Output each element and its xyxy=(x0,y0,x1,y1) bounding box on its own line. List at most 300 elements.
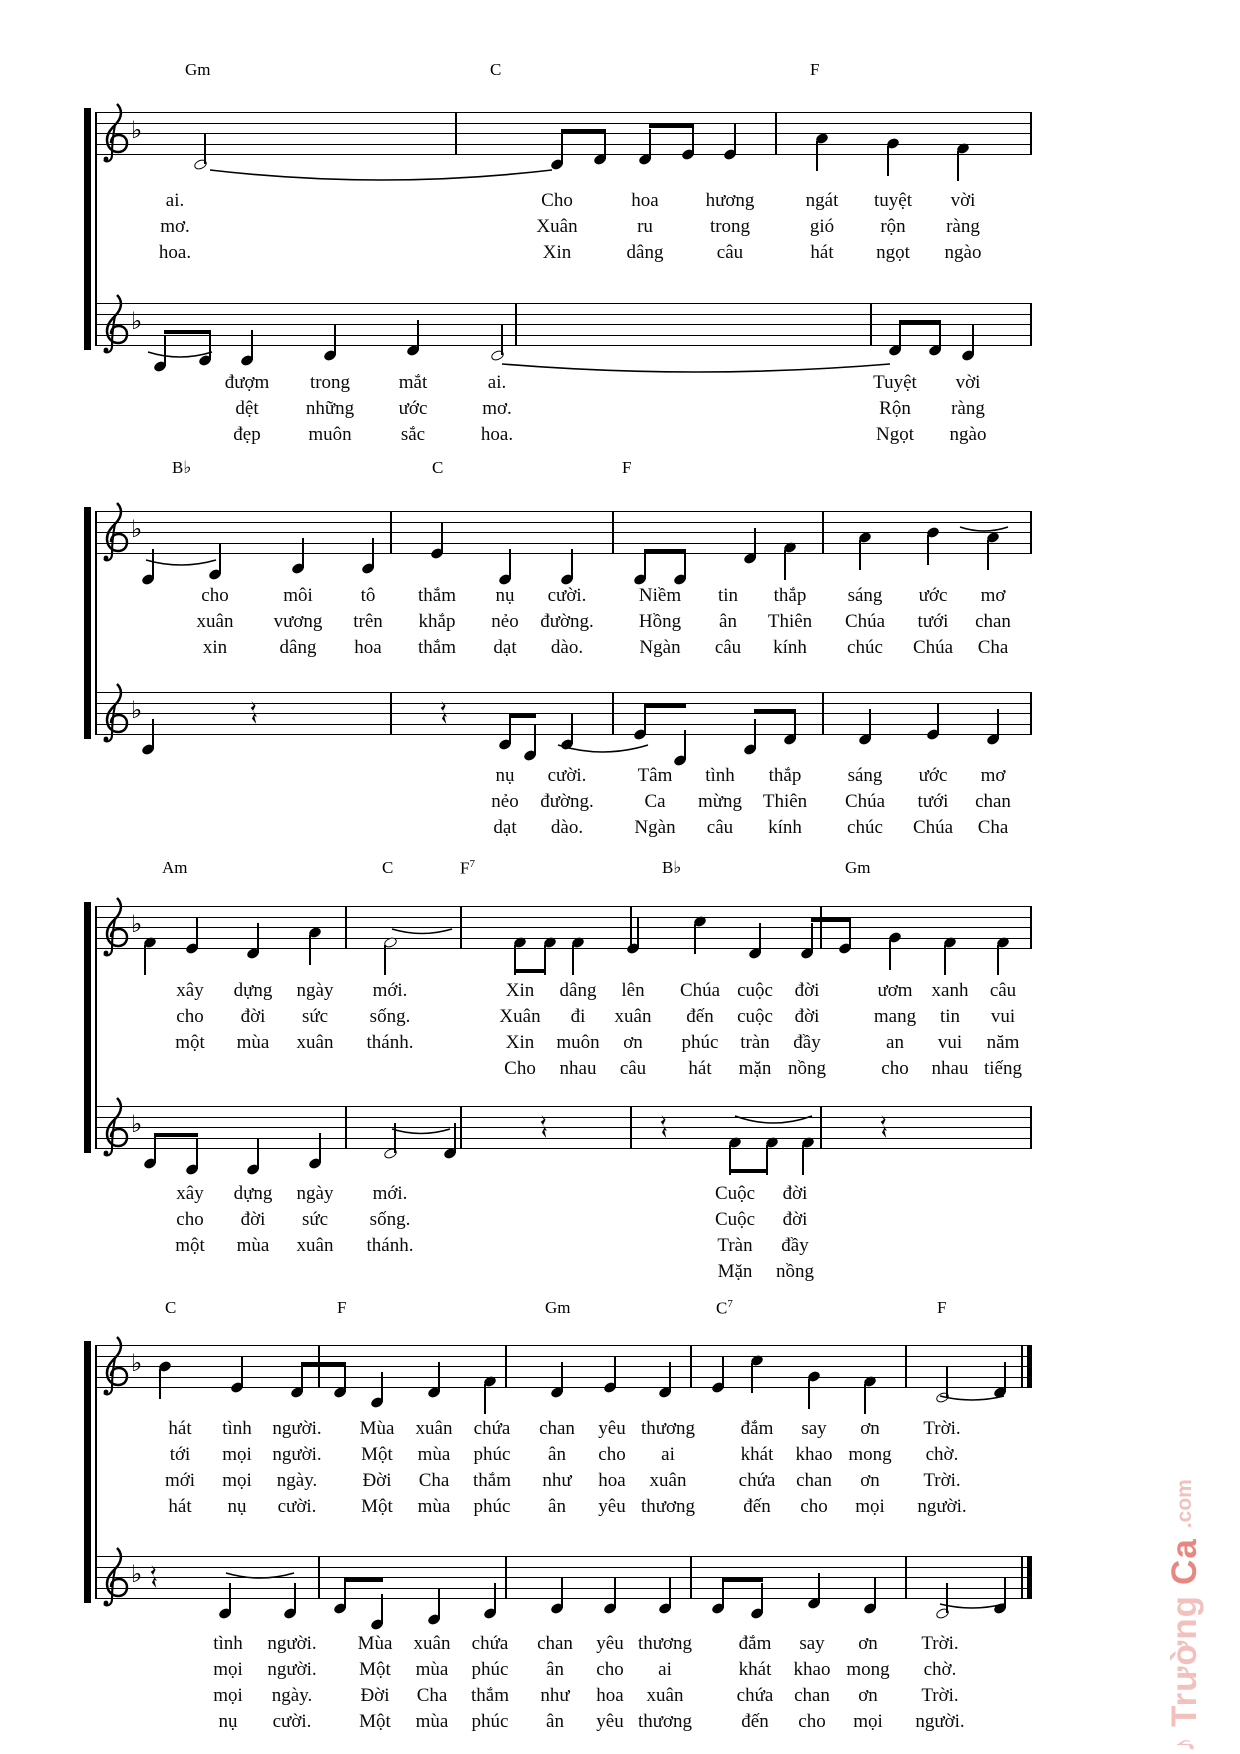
lyric-word: sáng xyxy=(847,585,883,606)
chord-label: F xyxy=(337,1298,347,1317)
lyric-word: cho xyxy=(598,1444,626,1465)
lyric-column xyxy=(225,370,270,448)
lyric-word: Chúa xyxy=(679,980,721,1001)
lyric-word: mới xyxy=(164,1470,196,1491)
watermark-suffix: .com xyxy=(1173,1479,1196,1529)
note-stem xyxy=(152,719,154,749)
lyric-word: thương xyxy=(640,1496,696,1517)
chord-label: $C^7$ xyxy=(716,1298,733,1318)
lyric-word: đời xyxy=(794,980,820,1001)
lyric-column xyxy=(698,763,742,841)
note-stem xyxy=(571,549,573,579)
note-stem xyxy=(784,550,786,580)
note-stem xyxy=(572,945,574,975)
lyric-word: thương xyxy=(637,1711,693,1732)
end-barline xyxy=(1021,1556,1023,1599)
beam xyxy=(154,1133,198,1137)
lyric-word: thắp xyxy=(773,585,807,606)
lyric-word: đượm xyxy=(224,372,270,393)
slur xyxy=(960,527,1008,531)
barline xyxy=(822,511,824,554)
lyric-word: nụ xyxy=(495,585,515,606)
barline xyxy=(390,692,392,735)
lyric-word: như xyxy=(542,1470,572,1491)
lyric-column xyxy=(641,1416,695,1520)
lyric-word: đời xyxy=(240,1006,266,1027)
staff-line xyxy=(95,713,1030,714)
lyric-word: say xyxy=(801,1418,827,1439)
lyric-word: mơ. xyxy=(482,398,512,419)
barline xyxy=(820,906,822,949)
lyric-word: Tuyệt xyxy=(873,372,917,393)
note-stem xyxy=(229,1583,231,1613)
lyric-word: mùa xyxy=(417,1496,451,1517)
beam xyxy=(754,709,796,713)
note-stem xyxy=(381,1372,383,1402)
lyric-word: câu xyxy=(716,242,744,263)
lyric-column xyxy=(680,978,720,1082)
lyric-word: thắm xyxy=(418,637,456,658)
lyric-word: đầy xyxy=(781,1235,809,1256)
note-stem xyxy=(209,330,211,360)
note-stem xyxy=(438,1362,440,1392)
lyric-word: hoa. xyxy=(158,242,192,263)
chord-label: C xyxy=(165,1298,177,1317)
note-stem xyxy=(251,330,253,360)
lyric-word: hát xyxy=(688,1058,712,1079)
note-stem xyxy=(874,1578,876,1608)
lyric-word: Xin xyxy=(542,242,572,263)
staff-line xyxy=(95,703,1030,704)
lyric-word xyxy=(297,1259,334,1285)
lyric-column xyxy=(159,188,191,266)
lyric-column xyxy=(540,583,594,661)
barline xyxy=(390,511,392,554)
music-note-icon: ♪ xyxy=(1168,1737,1201,1752)
end-barline xyxy=(1021,1345,1023,1388)
lyric-word: đời xyxy=(782,1209,808,1230)
note-stem xyxy=(759,923,761,953)
lyric-word: xuân xyxy=(296,1235,334,1256)
lyric-word: vui xyxy=(937,1032,963,1053)
note-stem xyxy=(484,1384,486,1414)
beam xyxy=(644,549,686,553)
staff-line xyxy=(95,324,1030,325)
chord-label: B♭ xyxy=(172,458,192,477)
lyric-word: mặn xyxy=(738,1058,772,1079)
lyric-column xyxy=(306,370,354,448)
note-stem xyxy=(384,945,386,975)
staff-line xyxy=(95,1117,1030,1118)
staff-line xyxy=(95,917,1030,918)
note-stem xyxy=(754,528,756,558)
lyric-column xyxy=(874,188,912,266)
lyric-word: một xyxy=(175,1235,205,1256)
lyric-column xyxy=(222,1416,252,1520)
note-stem xyxy=(454,1123,456,1153)
note-stem xyxy=(344,1578,346,1608)
system-bracket xyxy=(84,902,91,1153)
lyric-word: cho xyxy=(798,1711,826,1732)
note-stem xyxy=(997,709,999,739)
lyric-word: xin xyxy=(202,637,228,658)
lyric-word: Một xyxy=(361,1444,393,1465)
lyric-word: Chúa xyxy=(844,611,886,632)
lyric-word: phúc xyxy=(473,1496,511,1517)
lyric-word: Mặn xyxy=(717,1261,753,1282)
lyric-word: lên xyxy=(621,980,645,1001)
lyric-column xyxy=(627,188,664,266)
lyric-word: xuân xyxy=(614,1006,652,1027)
lyric-column xyxy=(274,583,323,661)
lyric-word: mọi xyxy=(213,1659,243,1680)
chord-label: B♭ xyxy=(662,858,682,877)
lyric-word: chứa xyxy=(471,1633,509,1654)
lyric-column xyxy=(984,978,1022,1082)
flat-icon: ♭ xyxy=(131,116,143,144)
lyric-word: yêu xyxy=(596,1633,624,1654)
lyric-word: chúc xyxy=(847,637,883,658)
lyric-word: sức xyxy=(301,1209,329,1230)
final-barline xyxy=(1027,1556,1032,1599)
lyric-column xyxy=(297,978,334,1082)
lyric-word: mùa xyxy=(415,1659,449,1680)
staff-line xyxy=(95,1138,1030,1139)
lyric-word: mọi xyxy=(213,1685,243,1706)
lyric-word: thánh. xyxy=(366,1235,414,1256)
beam xyxy=(899,320,941,324)
lyric-word: cho xyxy=(881,1058,909,1079)
lyric-word: chan xyxy=(539,1418,575,1439)
lyric-word xyxy=(297,1056,334,1082)
lyric-column xyxy=(418,583,456,661)
lyric-column xyxy=(917,1416,966,1520)
lyric-word: cuộc xyxy=(737,980,773,1001)
lyric-word: khát xyxy=(740,1444,774,1465)
lyric-word: xuân xyxy=(296,1032,334,1053)
lyric-column xyxy=(739,1416,776,1520)
lyric-column xyxy=(975,583,1011,661)
lyric-word: Chúa xyxy=(912,637,954,658)
lyric-column xyxy=(975,763,1011,841)
lyric-column xyxy=(915,1631,964,1735)
beam xyxy=(644,704,686,708)
lyric-column xyxy=(715,583,741,661)
note-stem xyxy=(669,1362,671,1392)
lyric-column xyxy=(471,1631,509,1735)
end-barline xyxy=(1030,906,1032,949)
barline xyxy=(612,511,614,554)
lyric-word: kính xyxy=(773,637,807,658)
lyric-word: như xyxy=(540,1685,570,1706)
staff-line xyxy=(95,314,1030,315)
note-stem xyxy=(394,1123,396,1153)
note-stem xyxy=(887,146,889,176)
lyric-word: Ngàn xyxy=(639,637,681,658)
lyric-column xyxy=(913,583,953,661)
lyric-word: ân xyxy=(546,1711,564,1732)
note-stem xyxy=(509,714,511,744)
lyric-column xyxy=(367,1181,414,1285)
barline xyxy=(460,1106,462,1149)
lyric-column xyxy=(175,1181,205,1285)
lyric-word: muôn xyxy=(556,1032,600,1053)
lyric-word xyxy=(234,1259,273,1285)
lyric-word: ân xyxy=(548,1496,566,1517)
flat-icon: ♭ xyxy=(131,910,143,938)
lyric-word: mang xyxy=(873,1006,917,1027)
lyric-column xyxy=(932,978,969,1082)
lyric-word: mọi xyxy=(222,1470,252,1491)
staff-line xyxy=(95,123,1030,124)
end-barline xyxy=(1030,692,1032,735)
lyric-word: mới. xyxy=(372,1183,408,1204)
lyric-word: Chúa xyxy=(844,791,886,812)
lyric-word: cho xyxy=(800,1496,828,1517)
treble-clef-icon xyxy=(97,1545,131,1616)
lyric-word: môi xyxy=(283,585,313,606)
lyric-word: ơn xyxy=(858,1685,878,1706)
lyric-column xyxy=(272,1416,321,1520)
note-stem xyxy=(614,1357,616,1387)
lyric-word: trên xyxy=(353,611,383,632)
lyric-word: Trời. xyxy=(921,1633,959,1654)
lyric-word: mọi xyxy=(855,1496,885,1517)
lyric-word: tràn xyxy=(740,1032,770,1053)
note-stem xyxy=(869,709,871,739)
note-stem xyxy=(649,129,651,159)
staff-line xyxy=(95,335,1030,336)
lyric-word: mới. xyxy=(372,980,408,1001)
lyric-word: đến xyxy=(686,1006,714,1027)
lyric-word: thắp xyxy=(768,765,802,786)
lyric-word: dạt xyxy=(493,637,517,658)
note-stem xyxy=(997,945,999,975)
note-stem xyxy=(1004,1362,1006,1392)
lyric-word: mơ. xyxy=(160,216,190,237)
lyric-word: Đời xyxy=(362,1470,392,1491)
lyric-column xyxy=(353,583,383,661)
system-bracket xyxy=(84,507,91,739)
lyric-word: ràng xyxy=(946,216,980,237)
lyric-word: câu xyxy=(989,980,1017,1001)
lyric-word: sống. xyxy=(369,1006,411,1027)
note-stem xyxy=(417,320,419,350)
lyric-word: chờ. xyxy=(923,1659,957,1680)
note-stem xyxy=(219,544,221,574)
lyric-word: Trời. xyxy=(921,1685,959,1706)
lyric-word: ngào xyxy=(949,424,987,445)
end-barline xyxy=(1030,112,1032,155)
staff-line xyxy=(95,1148,1030,1149)
note-stem xyxy=(946,1583,948,1613)
lyric-column xyxy=(536,188,577,266)
barline xyxy=(515,303,517,346)
note-stem xyxy=(972,325,974,355)
treble-clef-icon xyxy=(97,681,131,752)
lyric-word: ước xyxy=(398,398,428,419)
lyric-word: nụ xyxy=(495,765,515,786)
lyric-word: nụ xyxy=(227,1496,247,1517)
barline xyxy=(690,1345,692,1388)
lyric-column xyxy=(873,370,917,448)
lyric-word: Đời xyxy=(360,1685,390,1706)
note-stem xyxy=(692,124,694,154)
note-stem xyxy=(241,1357,243,1387)
lyric-word: an xyxy=(886,1032,904,1053)
lyric-word xyxy=(234,1056,273,1082)
lyric-word: người. xyxy=(917,1496,967,1517)
lyric-word: nhau xyxy=(559,1058,597,1079)
lyric-word: câu xyxy=(619,1058,647,1079)
lyric-word: ngày xyxy=(296,980,334,1001)
note-stem xyxy=(849,918,851,948)
lyric-word: Thiên xyxy=(767,611,813,632)
lyric-word: chan xyxy=(975,791,1011,812)
lyric-word: Mùa xyxy=(357,1633,393,1654)
barline xyxy=(345,1106,347,1149)
lyric-word: tô xyxy=(360,585,376,606)
lyric-word xyxy=(175,1259,205,1285)
lyric-word: xuân xyxy=(413,1633,451,1654)
lyric-column xyxy=(416,1416,453,1520)
chord-label: C xyxy=(490,60,502,79)
lyric-column xyxy=(763,763,807,841)
note-stem xyxy=(196,1139,198,1169)
note-stem xyxy=(159,1369,161,1399)
lyric-word: dâng xyxy=(559,980,597,1001)
lyric-column xyxy=(399,370,428,448)
lyric-word: thương xyxy=(637,1633,693,1654)
lyric-word: cho xyxy=(176,1209,204,1230)
note-stem xyxy=(204,134,206,164)
staff-line xyxy=(95,543,1030,544)
watermark-text: Trường xyxy=(1165,1594,1204,1727)
lyric-word: thánh. xyxy=(366,1032,414,1053)
lyric-word: Cha xyxy=(977,637,1009,658)
lyric-word: ngày. xyxy=(276,1470,318,1491)
note-stem xyxy=(301,1362,303,1392)
beam xyxy=(301,1362,346,1366)
lyric-word: khát xyxy=(738,1659,772,1680)
lyric-word: Trời. xyxy=(923,1418,961,1439)
note-stem xyxy=(944,945,946,975)
note-stem xyxy=(644,704,646,734)
lyric-column xyxy=(540,763,594,841)
watermark xyxy=(1162,1278,1208,1752)
lyric-word xyxy=(367,1056,414,1082)
lyric-word: xuân xyxy=(649,1470,687,1491)
lyric-word: Xin xyxy=(505,980,535,1001)
lyric-word: người. xyxy=(272,1444,322,1465)
lyric-word: chứa xyxy=(473,1418,511,1439)
lyric-word: hát xyxy=(810,242,834,263)
lyric-word: chờ. xyxy=(925,1444,959,1465)
lyric-word: phúc xyxy=(681,1032,719,1053)
lyric-word: muôn xyxy=(308,424,352,445)
lyric-word: phúc xyxy=(471,1659,509,1680)
note-stem xyxy=(561,134,563,164)
lyric-word: Ngọt xyxy=(876,424,914,445)
lyric-word: trong xyxy=(709,216,751,237)
lyric-word: đường. xyxy=(540,791,594,812)
lyric-column xyxy=(358,1631,393,1735)
lyric-word: khao xyxy=(795,1444,833,1465)
lyric-word: chúc xyxy=(847,817,883,838)
lyric-word: tưới xyxy=(917,791,949,812)
lyric-word: tuyệt xyxy=(874,190,912,211)
lyric-word: Xin xyxy=(505,1032,535,1053)
note-stem xyxy=(196,918,198,948)
system-bracket xyxy=(84,1341,91,1603)
note-stem xyxy=(816,141,818,171)
lyric-column xyxy=(794,1631,831,1735)
lyric-word: dệt xyxy=(235,398,259,419)
staff-line xyxy=(95,1106,1030,1107)
staff-line xyxy=(95,303,1030,304)
beam xyxy=(509,714,536,718)
lyric-column xyxy=(360,1416,395,1520)
note-stem xyxy=(334,325,336,355)
note-stem xyxy=(899,320,901,350)
note-stem xyxy=(561,1362,563,1392)
note-stem xyxy=(1004,1578,1006,1608)
end-barline xyxy=(1030,303,1032,346)
note-stem xyxy=(946,1367,948,1397)
lyric-word: tình xyxy=(222,1418,252,1439)
lyric-word: đầy xyxy=(793,1032,821,1053)
lyric-column xyxy=(737,1631,774,1735)
note-stem xyxy=(864,1384,866,1414)
note-stem xyxy=(441,523,443,553)
lyric-word: Cho xyxy=(541,190,573,211)
note-stem xyxy=(494,1583,496,1613)
lyric-word: nhau xyxy=(931,1058,969,1079)
chord-label: $F^7$ xyxy=(460,858,475,878)
note-stem xyxy=(818,1573,820,1603)
lyric-word: hoa xyxy=(596,1685,624,1706)
lyric-word: hoa xyxy=(598,1470,626,1491)
staff-line xyxy=(95,1356,1030,1357)
staff-line xyxy=(95,734,1030,735)
lyric-word: tới xyxy=(169,1444,191,1465)
lyric-column xyxy=(234,978,273,1082)
lyric-column xyxy=(768,583,812,661)
lyric-column xyxy=(267,1631,316,1735)
lyric-word: đi xyxy=(570,1006,586,1027)
lyric-column xyxy=(234,1181,273,1285)
note-stem xyxy=(294,1583,296,1613)
lyric-column xyxy=(414,1631,451,1735)
barline xyxy=(505,1345,507,1388)
barline xyxy=(630,1106,632,1149)
lyric-column xyxy=(706,188,755,266)
note-stem xyxy=(257,1139,259,1169)
lyric-word: những xyxy=(305,398,355,419)
watermark-brand: Ca xyxy=(1165,1538,1204,1585)
lyric-word: dạt xyxy=(493,817,517,838)
lyric-column xyxy=(846,1631,889,1735)
lyric-word: mùa xyxy=(236,1235,270,1256)
lyric-word: xuân xyxy=(415,1418,453,1439)
lyric-word: người. xyxy=(272,1418,322,1439)
note-stem xyxy=(257,923,259,953)
note-stem xyxy=(722,1357,724,1387)
lyric-word: sức xyxy=(301,1006,329,1027)
lyric-column xyxy=(491,583,518,661)
note-stem xyxy=(889,940,891,970)
lyric-column xyxy=(715,1181,755,1285)
